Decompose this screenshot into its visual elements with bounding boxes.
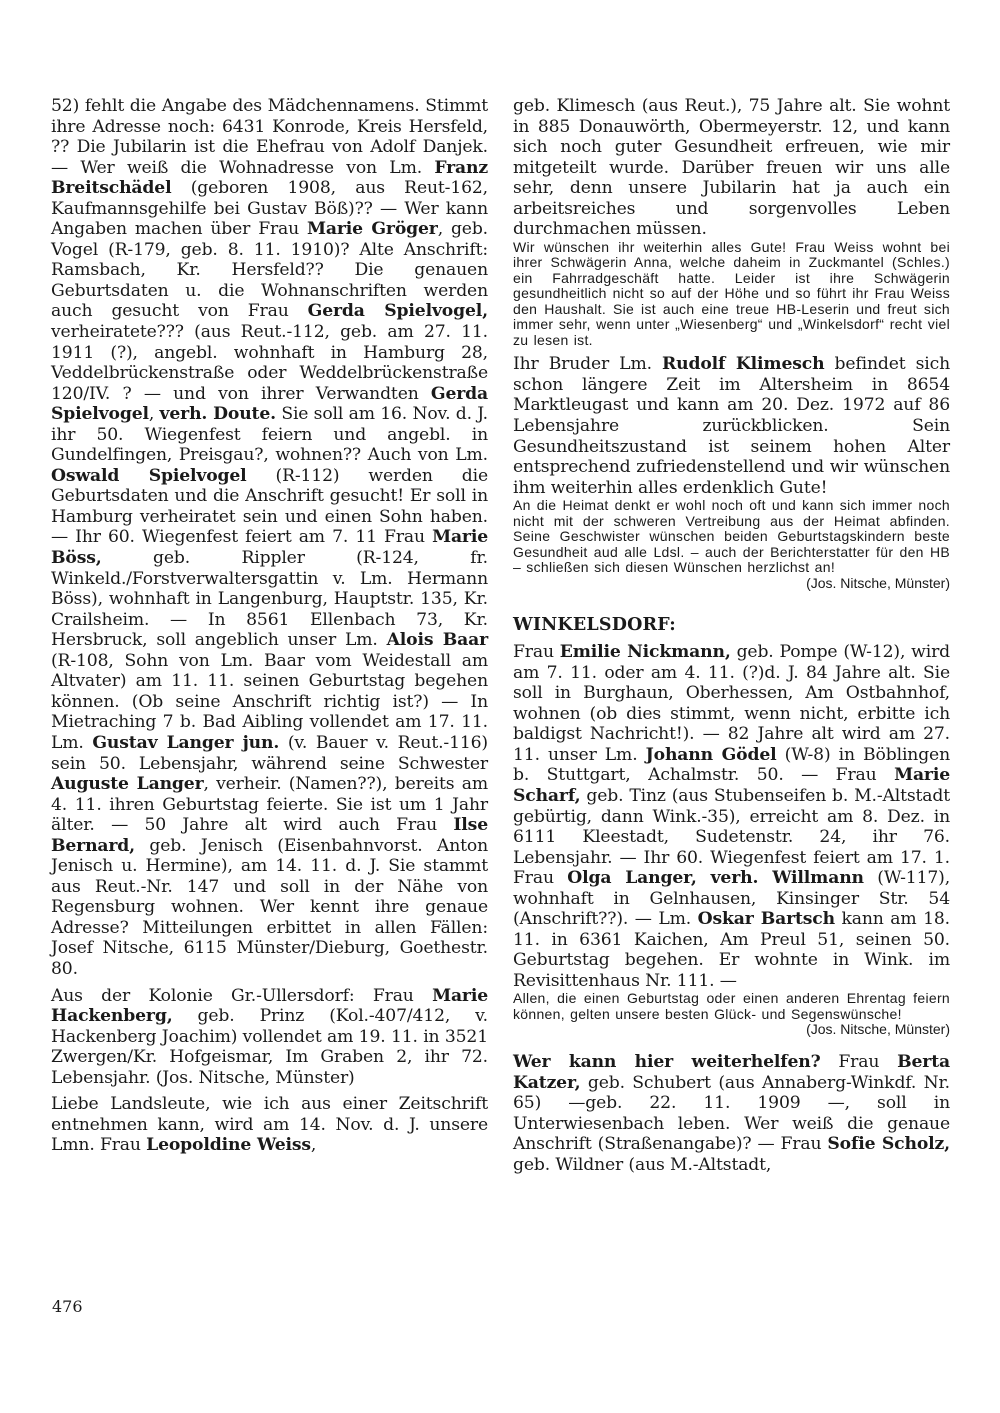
person-name: Marie Scharf, — [513, 765, 950, 806]
person-name: Rudolf Klimesch — [662, 354, 825, 375]
person-name: Marie Böss, — [51, 527, 488, 569]
person-name: Berta Katzer, — [513, 1051, 950, 1093]
person-name: Marie Gröger — [307, 219, 438, 240]
left-column — [51, 96, 488, 1156]
paragraph-small-weiss: Wir wünschen ihr weiterhin alles Gute! Frau Weiss wohnt bei ihrer Schwägerin Anna, welche daheim in Zuckmantel (Schles.) ein Fahrradgeschäft hatte. Leider ist ihre Schwägerin gesundheitlich nicht so auf der Höhe und so führt ihr Frau Weiss den Haushalt. Sie ist auch eine treue HB-Leserin und freut sich immer sehr, wenn unter „Wiesenberg“ und „Winkelsdorf“ recht viel zu lesen ist. — [513, 238, 950, 348]
person-name: Oskar Bartsch — [697, 909, 835, 930]
person-name: Oswald Spielvogel — [51, 465, 247, 486]
paragraph-wer-kann-helfen: Wer kann hier weiterhelfen? Frau Berta Katzer, geb. Schubert (aus Annaberg-Winkdf. Nr. 65) —geb. 22. 11. 1909 —, soll in Unterwiesenbach leben. Wer weiß die genaue Anschrift (Straßenangabe)? — Frau Sofie Scholz, geb. Wildner (aus M.-Altstadt, — [513, 1051, 950, 1175]
paragraph-klimesch: Ihr Bruder Lm. Rudolf Klimesch befindet sich schon längere Zeit im Altersheim in 8654 Marktleugast und kann am 20. Dez. 1972 auf 86 Lebensjahre zurückblicken. Sein Gesundheitszustand ist seinem hohen Alter entsprechend zufriedenstellend und wir wünschen ihm weiterhin alles erdenklich Gute! — [513, 354, 950, 498]
section-heading-winkelsdorf: WINKELSDORF: — [513, 615, 676, 636]
person-name: Gerda Spielvogel, — [307, 301, 488, 322]
person-name: Olga Langer, verh. Willmann — [567, 868, 864, 889]
signature: (Jos. Nitsche, Münster) — [806, 574, 950, 591]
paragraph-kolonie: Aus der Kolonie Gr.-Ullersdorf: Frau Marie Hackenberg, geb. Prinz (Kol.-407/412, v. Hackenberg Joachim) vollendet am 19. 11. in 3521 Zwergen/Kr. Hofgeismar, Im Graben 2, ihr 72. Lebensjahr. (Jos. Nitsche, Münster) — [51, 985, 488, 1088]
right-column — [513, 96, 950, 1175]
paragraph-liebe-landsleute: Liebe Landsleute, wie ich aus einer Zeitschrift entnehmen kann, wird am 14. Nov. d. J. unsere Lmn. Frau Leopoldine Weiss, — [51, 1094, 488, 1156]
person-name: Ilse Bernard, — [51, 815, 488, 856]
section-lead: Wer kann hier weiterhelfen? — [513, 1051, 821, 1072]
person-name: Marie Hackenberg, — [51, 985, 488, 1027]
paragraph-search-notices: 52) fehlt die Angabe des Mädchennamens. Stimmt ihre Adresse noch: 6431 Konrode, Kreis Hersfeld, ?? Die Jubilarin ist die Ehefrau von Adolf Danjek. — Wer weiß die Wohnadresse von Lm. Franz Breitschädel (geboren 1908, aus Reut-162, Kaufmannsgehilfe bei Gustav Böß)?? — Wer kann Angaben machen über Frau Marie Gröger, geb. Vogel (R-179, geb. 8. 11. 1910)? Alte Anschrift: Ramsbach, Kr. Hersfeld?? Die genauen Geburtsdaten u. die Wohnanschriften werden auch gesucht von Frau Gerda Spielvogel, verheiratete??? (aus Reut.-112, geb. am 27. 11. 1911 (?), angebl. wohnhaft in Hamburg 28, Veddelbrückenstraße oder Weddelbrückenstraße 120/IV. ? — und von ihrer Verwandten Gerda Spielvogel, verh. Doute. Sie soll am 16. Nov. d. J. ihr 50. Wiegenfest feiern und angebl. in Gundelfingen, Preisgau?, wohnen?? Auch von Lm. Oswald Spielvogel (R-112) werden die Geburtsdaten und die Anschrift gesucht! Er soll in Hamburg verheiratet sein und einen Sohn haben. — Ihr 60. Wiegenfest feiert am 7. 11 Frau Marie Böss, geb. Rippler (R-124, fr. Winkeld./Forstverwaltersgattin v. Lm. Hermann Böss), wohnhaft in Langenburg, Hauptstr. 135, Kr. Crailsheim. — In 8561 Ellenbach 73, Kr. Hersbruck, soll angeblich unser Lm. Alois Baar (R-108, Sohn von Lm. Baar vom Weidestall am Altvater) am 11. 11. seinen Geburtstag begehen können. (Ob seine Anschrift richtig ist?) — In Mietraching 7 b. Bad Aibling vollendet am 17. 11. Lm. Gustav Langer jun. (v. Bauer v. Reut.-116) sein 50. Lebensjahr, während seine Schwester Auguste Langer, verheir. (Namen??), bereits am 4. 11. ihren Geburtstag feierte. Sie ist um 1 Jahr älter. — 50 Jahre alt wird auch Frau Ilse Bernard, geb. Jenisch (Eisenbahnvorst. Anton Jenisch u. Hermine), am 14. 11. d. J. Sie stammt aus Reut.-Nr. 147 und soll in der Nähe von Regensburg wohnen. Wer kennt ihre genaue Adresse? Mitteilungen erbittet in allen Fällen: Josef Nitsche, 6115 Münster/Dieburg, Goethestr. 80. — [51, 96, 488, 979]
person-name: Auguste Langer — [51, 774, 204, 795]
paragraph-small-wishes: Allen, die einen Geburtstag oder einen anderen Ehrentag feiern können, gelten unsere besten Glück- und Segenswünsche! — [513, 990, 950, 1022]
paragraph-winkelsdorf: Frau Emilie Nickmann, geb. Pompe (W-12), wird am 7. 11. oder am 4. 11. (?)d. J. 84 Jahre alt. Sie soll in Burghaun, Oberhessen, Am Ostbahnhof, wohnen (ob dies stimmt, wenn nicht, erbitte ich baldigst Nachricht!). — 82 Jahre alt wird am 27. 11. unser Lm. Johann Gödel (W-8) in Böblingen b. Stuttgart, Achalmstr. 50. — Frau Marie Scharf, geb. Tinz (aus Stubenseifen b. M.-Altstadt gebürtig, dann Wink.-35), erreicht am 8. Dez. in 6111 Kleestadt, Sudetenstr. 24, ihr 76. Lebensjahr. — Ihr 60. Wiegenfest feiert am 17. 1. Frau Olga Langer, verh. Willmann (W-117), wohnhaft in Gelnhausen, Kinsinger Str. 54 (Anschrift??). — Lm. Oskar Bartsch kann am 18. 11. in 6361 Kaichen, Am Preul 51, seinen 50. Geburtstag begehen. Er wohnte in Wink. im Revisittenhaus Nr. 111. — — [513, 642, 951, 991]
person-name: Gerda Spielvogel — [51, 383, 488, 425]
person-name: Gustav Langer jun. — [92, 732, 280, 753]
person-name: Emilie Nickmann, — [559, 642, 731, 663]
person-name: Leopoldine Weiss — [146, 1135, 311, 1156]
paragraph-small-heimat: An die Heimat denkt er wohl noch oft und kann sich immer noch nicht mit der schweren Vertreibung aus der Heimat abfinden. Seine Geschwister wünschen beiden Geburtstagskindern beste Gesundheit aud alle Ldsl. – auch der Berichterstatter für den HB – schließen sich diesen Wünschen herzlichst an! — [513, 497, 950, 576]
page-number: 476 — [52, 1297, 83, 1316]
person-name: Sofie Scholz, — [827, 1134, 950, 1155]
person-name: Franz Breitschädel — [51, 157, 488, 199]
person-name: Johann Gödel — [645, 744, 777, 765]
person-name: verh. Doute. — [159, 404, 276, 425]
person-name: Alois Baar — [386, 630, 488, 651]
signature: (Jos. Nitsche, Münster) — [806, 1021, 950, 1038]
paragraph-weiss-continued: geb. Klimesch (aus Reut.), 75 Jahre alt. Sie wohnt in 885 Donauwörth, Obermeyerstr. 12, und kann sich noch guter Gesundheit erfreuen, wie mir mitgeteilt wurde. Darüber freuen wir uns alle sehr, denn unsere Jubilarin hat ja auch ein arbeitsreiches und sorgenvolles Leben durchmachen müssen. — [513, 96, 950, 240]
